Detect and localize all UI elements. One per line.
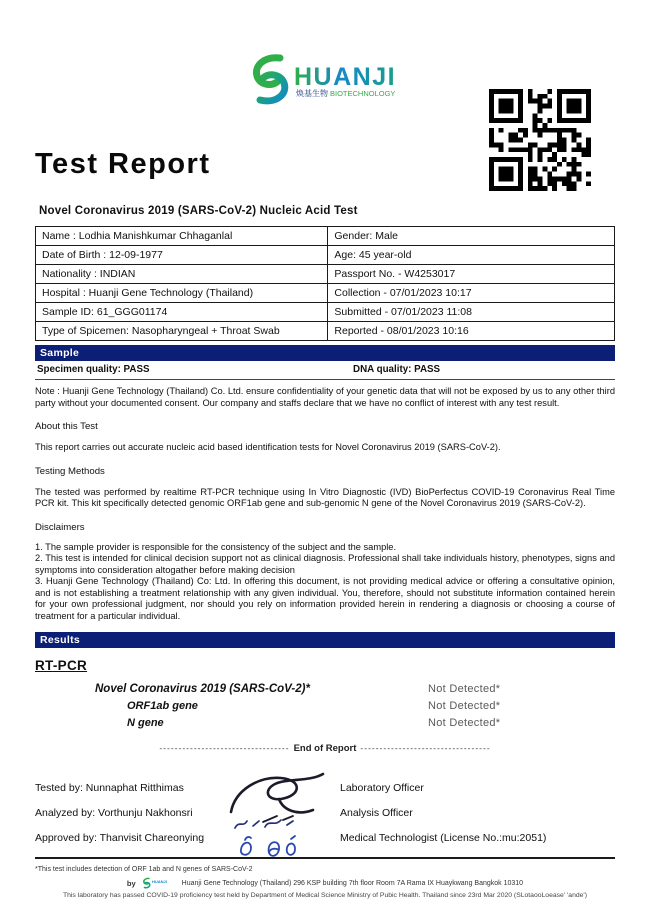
footer-divider (35, 857, 615, 859)
cell-reported: Reported - 08/01/2023 10:16 (328, 322, 615, 341)
footer-last-line: This laboratory has passed COVID-19 proficiency test held by Department of Medical Science Ministry of Pubic Health. Thailand since 23rd Mar 2020 (SLotaooLoease' 'ande') (62, 892, 587, 900)
results-table (35, 683, 615, 729)
table-row (36, 246, 615, 265)
cell-submitted: Submitted - 07/01/2023 11:08 (328, 303, 615, 322)
sample-section-header: Sample (35, 345, 615, 361)
result-test-name: ORF1ab gene (127, 700, 198, 713)
patient-info-table (35, 226, 615, 341)
result-row-ngene (35, 717, 615, 729)
testing-methods-heading: Testing Methods (35, 465, 105, 477)
end-of-report-divider (35, 743, 615, 754)
result-test-name: N gene (127, 717, 164, 730)
signature-row-approved (35, 832, 615, 844)
cell-age: Age: 45 year-old (328, 246, 615, 265)
tested-by-label: Tested by: Nunnaphat Ritthimas (35, 782, 184, 795)
analyzed-by-label: Analyzed by: Vorthunju Nakhonsri (35, 807, 193, 820)
cell-name: Name : Lodhia Manishkumar Chhaganlal (36, 227, 328, 246)
analyzed-by-title: Analysis Officer (340, 807, 413, 820)
disclaimers-heading: Disclaimers (35, 521, 85, 533)
brand-tagline-en: BIOTECHNOLOGY (330, 89, 396, 98)
footer-mini-logo-text: HUANJI (151, 879, 167, 885)
cell-dob: Date of Birth : 12-09-1977 (36, 246, 328, 265)
cell-passport: Passport No. - W4253017 (328, 265, 615, 284)
specimen-quality: Specimen quality: PASS (37, 364, 150, 375)
footnote: *This test includes detection of ORF 1ab and N genes of SARS-CoV-2 (35, 866, 253, 874)
quality-row (35, 361, 615, 380)
report-subtitle: Novel Coronavirus 2019 (SARS-CoV-2) Nucleic Acid Test (39, 205, 358, 217)
footer-mini-logo-icon (142, 877, 176, 889)
cell-hospital: Hospital : Huanji Gene Technology (Thailand) (36, 284, 328, 303)
disclaimers-list (35, 542, 615, 623)
approved-by-label: Approved by: Thanvisit Chareonying (35, 832, 205, 845)
tested-by-title: Laboratory Officer (340, 782, 424, 795)
confidentiality-note: Note : Huanji Gene Technology (Thailand) Co. Ltd. ensure confidentiality of your genetic data that will not be exposed by us to any other third party without your documented consent. Our company and staffs declare that we have no conflict of interest with any test result. (35, 386, 615, 408)
about-test-heading: About this Test (35, 421, 98, 433)
footer-by-line (35, 877, 615, 889)
disclaimer-item-2: 2. This test is intended for clinical decision support not as clinical diagnosis. Professional shall take individuals history, phenotypes, signs and symptoms into consideration altogather before making decision (35, 553, 615, 575)
signature-row-tested (35, 782, 615, 794)
dna-quality: DNA quality: PASS (353, 364, 441, 375)
signatures-block (35, 782, 615, 844)
table-row (36, 303, 615, 322)
cell-nationality: Nationality : INDIAN (36, 265, 328, 284)
disclaimer-item-1: 1. The sample provider is responsible for the consistency of the subject and the sample. (35, 541, 397, 552)
table-row (36, 322, 615, 341)
divider-dashes-right: ---------------------------------- (360, 743, 491, 754)
table-row (36, 265, 615, 284)
footer-address: Huanji Gene Technology (Thailand) 296 KSP building 7th floor Room 7A Rama IX Huaykwang Bangkok 10310 (181, 879, 524, 887)
result-value: Not Detected* (428, 683, 501, 696)
brand-tagline-cn: 焕基生物 (296, 89, 328, 98)
table-row (36, 227, 615, 246)
result-row-sars (35, 683, 615, 695)
result-value: Not Detected* (428, 717, 501, 730)
report-content (35, 0, 615, 899)
cell-sample-id: Sample ID: 61_GGG01174 (36, 303, 328, 322)
approved-by-title: Medical Technologist (License No.:mu:2051) (340, 832, 547, 845)
cell-specimen-type: Type of Spicemen: Nasopharyngeal + Throat Swab (36, 322, 328, 341)
signature-scribble-main (223, 770, 348, 832)
testing-methods-body: The tested was performed by realtime RT-PCR technique using In Vitro Diagnostic (IVD) BioPerfectus COVID-19 Coronavirus Real Time PCR kit. This kit specifically detected genomic ORF1ab gene and sub-genomic N gene of the Novel Coronavirus 2019 (SARS-CoV-2). (35, 486, 615, 509)
disclaimer-item-3: 3. Huanji Gene Technology (Thailand) Co: Ltd. In offering this document, is not providing medical advice or offering a consultative opinion, and is not establishing a treatment relationship with any given individual. You, therefore, should not substitute information contained herein for your own professional judgment, nor should you rely on information provided herein in rendering a diagnosis or choosing a course of treatment for a particular individual. (35, 576, 615, 621)
result-row-orf1ab (35, 700, 615, 712)
about-test-body: This report carries out accurate nucleic acid based identification tests for Novel Coronavirus 2019 (SARS-CoV-2). (35, 442, 501, 453)
end-of-report-label: End of Report (293, 743, 357, 755)
result-value: Not Detected* (428, 700, 501, 713)
by-word: by (126, 878, 136, 888)
cell-collection: Collection - 07/01/2023 10:17 (328, 284, 615, 303)
divider-dashes-left: ---------------------------------- (159, 743, 290, 754)
table-row (36, 284, 615, 303)
results-section-header: Results (35, 632, 615, 648)
method-label: RT-PCR (35, 658, 88, 674)
cell-gender: Gender: Male (328, 227, 615, 246)
signature-row-analyzed (35, 807, 615, 819)
result-test-name: Novel Coronavirus 2019 (SARS-CoV-2)* (95, 683, 310, 696)
brand-name: HUANJI (294, 63, 397, 91)
page-title: Test Report (35, 148, 211, 180)
